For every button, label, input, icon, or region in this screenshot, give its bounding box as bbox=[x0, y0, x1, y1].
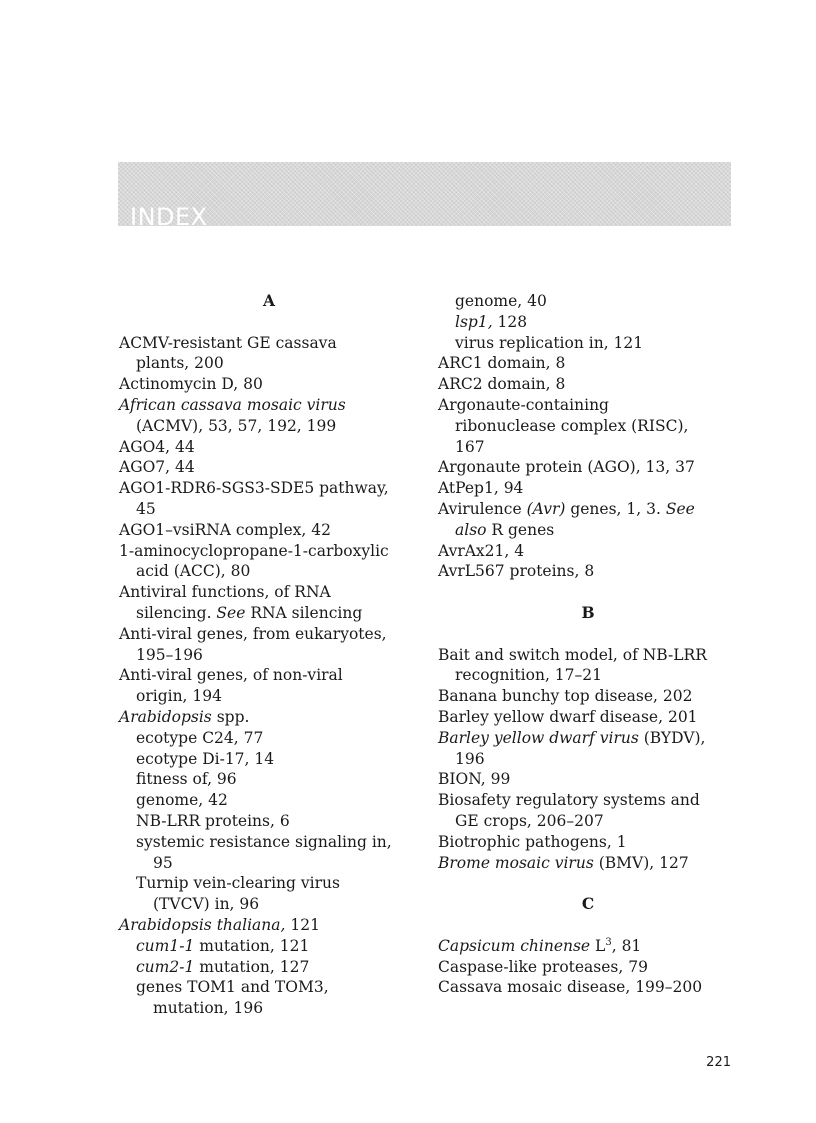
index-entry: Arabidopsis spp. bbox=[119, 707, 250, 726]
index-entry: Antiviral functions, of RNA silencing. See RNA silencing bbox=[119, 583, 363, 622]
index-column-left bbox=[119, 291, 419, 1019]
index-entry: Biotrophic pathogens, 1 bbox=[438, 832, 627, 851]
index-entry: AvrAx21, 4 bbox=[438, 541, 525, 560]
section-letter-c: C bbox=[581, 894, 595, 914]
index-title: INDEX bbox=[130, 203, 208, 231]
index-subentry: genes TOM1 and TOM3, mutation, 196 bbox=[136, 978, 329, 1018]
index-subentry: fitness of, 96 bbox=[136, 770, 237, 789]
index-column-right bbox=[438, 291, 738, 998]
index-entry: Avirulence (Avr) genes, 1, 3. See also R genes bbox=[438, 499, 695, 539]
section-letter-a: A bbox=[262, 291, 276, 310]
index-entry: BION, 99 bbox=[438, 770, 511, 789]
index-entry: Brome mosaic virus (BMV), 127 bbox=[438, 853, 689, 872]
index-subentry: NB-LRR proteins, 6 bbox=[136, 811, 290, 830]
section-letter-b: B bbox=[581, 602, 595, 622]
index-subentry: ecotype C24, 77 bbox=[136, 728, 264, 747]
index-entry: ARC2 domain, 8 bbox=[438, 375, 566, 394]
index-subentry: Turnip vein-clearing virus (TVCV) in, 96 bbox=[136, 874, 340, 914]
index-entry: Arabidopsis thaliana, 121 bbox=[119, 915, 320, 934]
index-entry: Bait and switch model, of NB-LRR recognition, 17–21 bbox=[438, 645, 707, 685]
index-subentry: systemic resistance signaling in, 95 bbox=[136, 832, 392, 872]
index-subentry: virus replication in, 121 bbox=[455, 333, 644, 352]
index-entry: Capsicum chinense $L^3$, 81 bbox=[438, 936, 642, 955]
index-entry: AGO4, 44 bbox=[119, 437, 195, 456]
index-entry: Actinomycin D, 80 bbox=[119, 375, 263, 394]
index-subentry: genome, 40 bbox=[455, 292, 547, 310]
index-entry: AGO1–vsiRNA complex, 42 bbox=[119, 520, 331, 539]
index-entry: Cassava mosaic disease, 199–200 bbox=[438, 978, 703, 997]
index-entry: AvrL567 proteins, 8 bbox=[438, 562, 595, 581]
index-entry: Argonaute protein (AGO), 13, 37 bbox=[438, 458, 695, 477]
index-entry: Anti-viral genes, of non-viral origin, 194 bbox=[119, 666, 343, 706]
index-entry: Banana bunchy top disease, 202 bbox=[438, 687, 693, 706]
index-subentry: lsp1, 128 bbox=[455, 312, 528, 331]
index-subentry: ecotype Di-17, 14 bbox=[136, 749, 275, 768]
index-entry: ARC1 domain, 8 bbox=[438, 354, 566, 373]
index-entry: 1-aminocyclopropane-1-carboxylic acid (ACC), 80 bbox=[119, 541, 389, 581]
page-number: 221 bbox=[706, 1055, 731, 1070]
index-entry: Biosafety regulatory systems and GE crops, 206–207 bbox=[438, 791, 700, 830]
index-entry: Anti-viral genes, from eukaryotes, 195–196 bbox=[119, 624, 387, 664]
index-entry: AGO7, 44 bbox=[119, 458, 195, 477]
index-entry: ACMV-resistant GE cassava plants, 200 bbox=[119, 333, 337, 373]
index-banner bbox=[118, 162, 731, 231]
index-subentry: cum1-1 mutation, 121 bbox=[136, 936, 310, 955]
index-entry: Barley yellow dwarf virus (BYDV), 196 bbox=[438, 728, 706, 768]
index-entry: African cassava mosaic virus (ACMV), 53, 57, 192, 199 bbox=[119, 395, 346, 435]
index-entry: Barley yellow dwarf disease, 201 bbox=[438, 707, 698, 726]
index-entry: Caspase-like proteases, 79 bbox=[438, 957, 648, 976]
index-entry: Argonaute-containing ribonuclease complex (RISC), 167 bbox=[438, 395, 689, 456]
index-entry: AGO1-RDR6-SGS3-SDE5 pathway, 45 bbox=[119, 479, 389, 518]
index-subentry: cum2-1 mutation, 127 bbox=[136, 957, 310, 976]
index-subentry: genome, 42 bbox=[136, 791, 228, 810]
index-entry: AtPep1, 94 bbox=[438, 479, 524, 498]
